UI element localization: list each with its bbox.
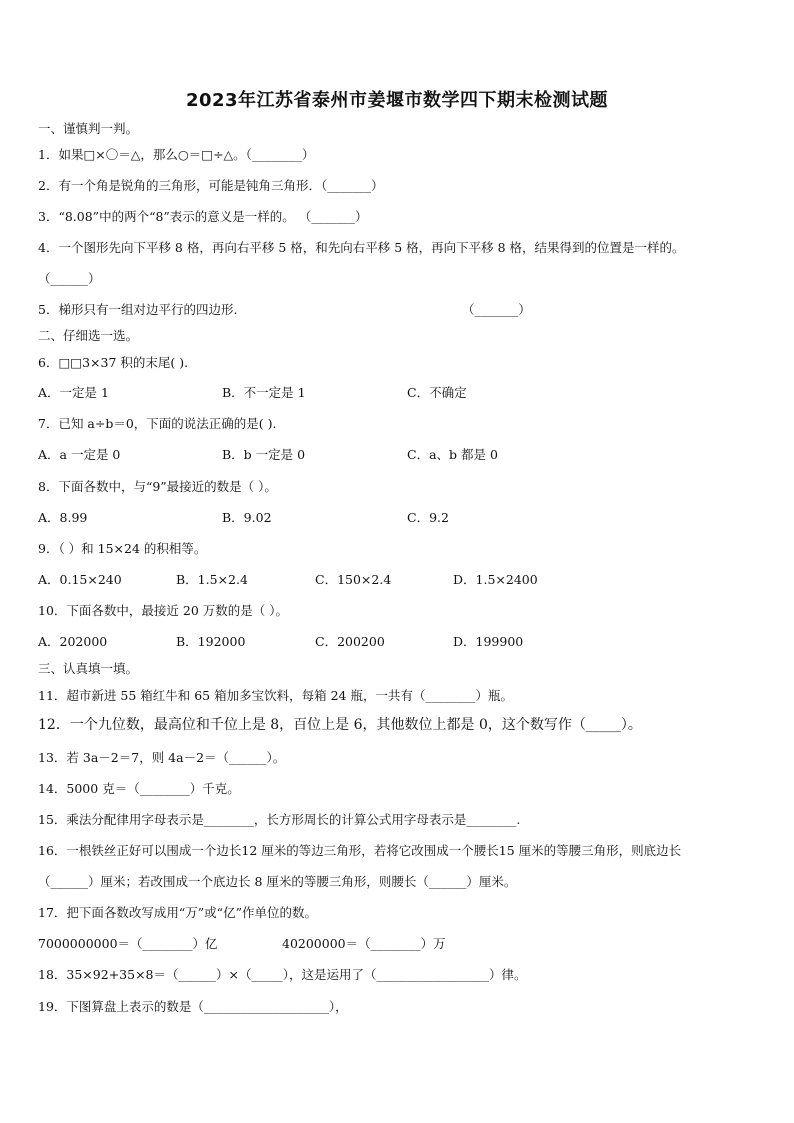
question-7-option-b: B．b 一定是 0 <box>222 447 306 462</box>
question-11: 11．超市新进 55 箱红牛和 65 箱加多宝饮料，每箱 24 瓶，一共有（________）瓶。 <box>38 688 513 703</box>
question-16-continued: （______）厘米；若改围成一个底边长 8 厘米的等腰三角形，则腰长（______）厘米。 <box>38 874 517 889</box>
section-1-heading: 一、谨慎判一判。 <box>38 121 139 136</box>
question-18: 18．35×92+35×8＝（______）×（_____），这是运用了（__________________）律。 <box>38 967 527 982</box>
question-10: 10．下面各数中，最接近 20 万数的是（ ）。 <box>38 603 288 618</box>
section-3-heading: 三、认真填一填。 <box>38 661 139 676</box>
question-17-item-1: 7000000000＝（________）亿 <box>38 936 218 951</box>
question-10-option-c: C．200200 <box>315 634 385 649</box>
section-2-heading: 二、仔细选一选。 <box>38 328 139 343</box>
question-17: 17．把下面各数改写成用“万”或“亿”作单位的数。 <box>38 905 317 920</box>
question-5-blank: （_______） <box>462 302 531 317</box>
question-10-option-b: B．192000 <box>176 634 246 649</box>
question-14: 14．5000 克＝（________）千克。 <box>38 781 240 796</box>
question-8-option-b: B．9.02 <box>222 510 272 525</box>
question-8: 8．下面各数中，与“9”最接近的数是（ ）。 <box>38 479 277 494</box>
question-8-option-c: C．9.2 <box>407 510 449 525</box>
question-8-option-a: A．8.99 <box>38 510 88 525</box>
question-9-option-d: D．1.5×2400 <box>453 572 538 587</box>
question-9-option-a: A．0.15×240 <box>38 572 122 587</box>
question-1: 1．如果□×〇＝△，那么○＝□÷△。（________） <box>38 147 315 162</box>
question-6-option-b: B．不一定是 1 <box>222 385 306 400</box>
question-6-option-c: C．不确定 <box>407 385 467 400</box>
question-9-option-b: B．1.5×2.4 <box>176 572 248 587</box>
question-7-option-c: C．a、b 都是 0 <box>407 447 498 462</box>
question-12: 12．一个九位数，最高位和千位上是 8，百位上是 6，其他数位上都是 0，这个数写作（_____）。 <box>38 717 642 733</box>
question-7-option-a: A．a 一定是 0 <box>38 447 121 462</box>
question-3: 3．“8.08”中的两个“8”表示的意义是一样的。 （_______） <box>38 209 368 224</box>
question-9-option-c: C．150×2.4 <box>315 572 392 587</box>
question-16: 16．一根铁丝正好可以围成一个边长12 厘米的等边三角形，若将它改围成一个腰长15 厘米的等腰三角形，则底边长 <box>38 843 682 858</box>
question-19: 19．下图算盘上表示的数是（____________________）， <box>38 999 348 1014</box>
question-4: 4．一个图形先向下平移 8 格，再向右平移 5 格，和先向右平移 5 格，再向下平移 8 格，结果得到的位置是一样的。 <box>38 240 685 255</box>
question-13: 13．若 3a－2＝7，则 4a－2＝（______）。 <box>38 750 286 765</box>
question-4-blank: （______） <box>38 271 101 286</box>
page-title: 2023年江苏省泰州市姜堰市数学四下期末检测试题 <box>185 90 609 111</box>
question-6: 6．□□3×37 积的末尾( ). <box>38 355 189 370</box>
question-6-option-a: A．一定是 1 <box>38 385 109 400</box>
question-10-option-a: A．202000 <box>38 634 108 649</box>
question-17-item-2: 40200000＝（________）万 <box>282 936 446 951</box>
question-5: 5．梯形只有一组对边平行的四边形. <box>38 302 238 317</box>
question-9: 9．（ ）和 15×24 的积相等。 <box>38 541 207 556</box>
question-15: 15．乘法分配律用字母表示是________，长方形周长的计算公式用字母表示是________. <box>38 812 521 827</box>
question-7: 7．已知 a÷b＝0，下面的说法正确的是( ). <box>38 416 277 431</box>
question-2: 2．有一个角是锐角的三角形，可能是钝角三角形．（_______） <box>38 178 384 193</box>
question-10-option-d: D．199900 <box>453 634 524 649</box>
